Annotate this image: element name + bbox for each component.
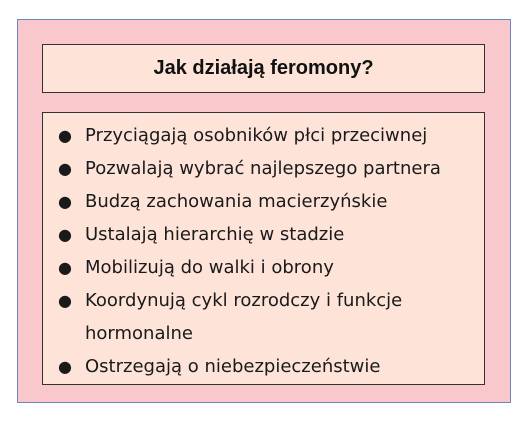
list-item-text: Przyciągają osobników płci przeciwnej	[85, 125, 428, 146]
list-item-text: Ostrzegają o niebezpieczeństwie	[85, 356, 381, 377]
bullet-icon: ●	[58, 192, 72, 211]
title: Jak działają feromony?	[153, 57, 374, 79]
title-box	[42, 44, 485, 93]
bullet-icon: ●	[58, 159, 72, 178]
list-item-text: Koordynują cykl rozrodczy i funkcje hormonalne	[85, 290, 403, 344]
bullet-icon: ●	[58, 291, 72, 310]
list-item	[43, 119, 484, 152]
list-item-text: Mobilizują do walki i obrony	[85, 257, 334, 278]
list-item	[43, 251, 484, 284]
bullet-icon: ●	[58, 357, 72, 376]
bullet-list	[43, 113, 484, 383]
list-item	[43, 218, 484, 251]
list-item-text: Budzą zachowania macierzyńskie	[85, 191, 388, 212]
list-item	[43, 185, 484, 218]
list-item-text: Pozwalają wybrać najlepszego partnera	[85, 158, 441, 179]
list-box	[42, 112, 485, 385]
bullet-icon: ●	[58, 258, 72, 277]
bullet-icon: ●	[58, 225, 72, 244]
list-item	[43, 350, 484, 383]
bullet-icon: ●	[58, 126, 72, 145]
list-item-text: Ustalają hierarchię w stadzie	[85, 224, 345, 245]
list-item	[43, 152, 484, 185]
infographic-panel	[17, 19, 511, 403]
list-item	[43, 284, 484, 350]
